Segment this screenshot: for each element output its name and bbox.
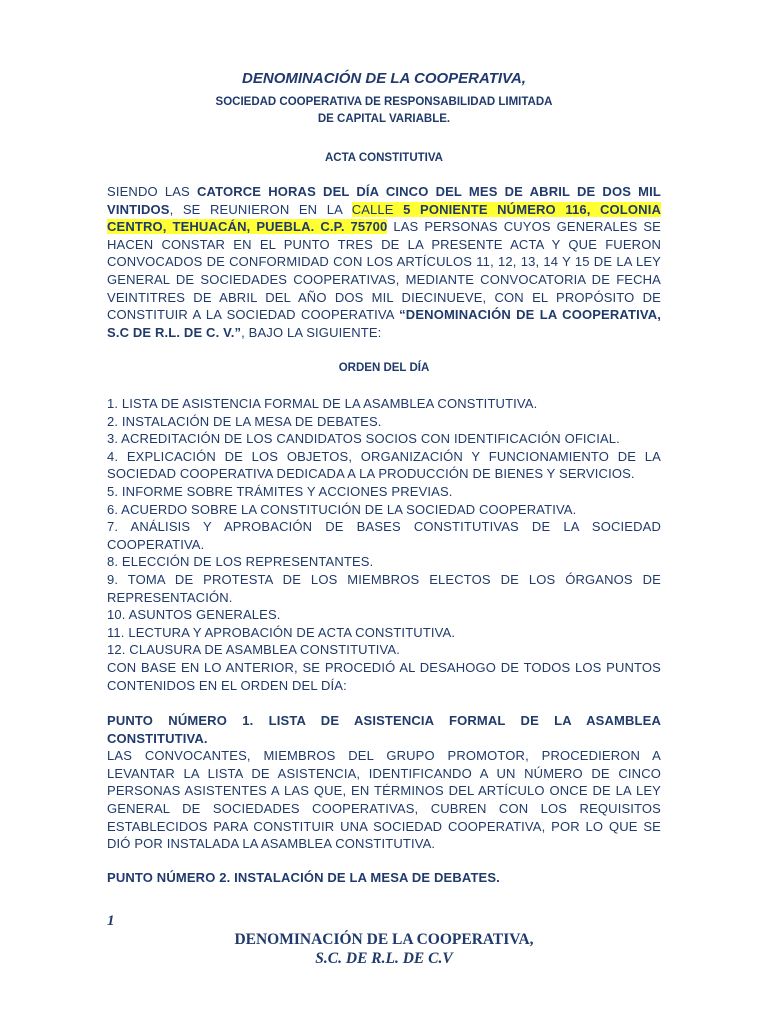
agenda-item: 1. LISTA DE ASISTENCIA FORMAL DE LA ASAMBLEA CONSTITUTIVA.	[107, 396, 538, 411]
agenda-heading: ORDEN DEL DÍA	[338, 362, 430, 374]
agenda-item: 4. EXPLICACIÓN DE LOS OBJETOS, ORGANIZACIÓN Y FUNCIONAMIENTO DE LA SOCIEDAD COOPERATIVA DEDICADA A LA PRODUCCIÓN DE BIENES Y SERVICIOS.	[107, 448, 661, 482]
agenda-closing: CON BASE EN LO ANTERIOR, SE PROCEDIÓ AL DESAHOGO DE TODOS LOS PUNTOS CONTENIDOS EN EL ORDEN DEL DÍA:	[107, 659, 661, 693]
section-heading: ACTA CONSTITUTIVA	[325, 152, 443, 164]
document-title: DENOMINACIÓN DE LA COOPERATIVA,	[242, 70, 526, 87]
intro-text-1: SIENDO LAS	[107, 184, 197, 199]
punto-2-section	[107, 869, 661, 887]
punto-1-text: LAS CONVOCANTES, MIEMBROS DEL GRUPO PROMOTOR, PROCEDIERON A LEVANTAR LA LISTA DE ASISTENCIA, IDENTIFICANDO A UN NÚMERO DE CINCO PERSONAS ASISTENTES A LAS QUE, EN TÉRMINOS DEL ARTÍCULO ONCE DE LA LEY GENERAL DE SOCIEDADES COOPERATIVAS, CUBREN CON LOS REQUISITOS ESTABLECIDOS PARA CONSTITUIR UNA SOCIEDAD COOPERATIVA, POR LO QUE SE DIÓ POR INSTALADA LA ASAMBLEA CONSTITUTIVA.	[107, 748, 661, 852]
intro-date-bold: CATORCE HORAS DEL DÍA CINCO DEL MES DE ABRIL DE DOS MIL VINTIDOS	[107, 184, 661, 217]
punto-1-section	[107, 712, 661, 853]
intro-text-4: , BAJO LA SIGUIENTE:	[241, 324, 382, 340]
agenda-item: 9. TOMA DE PROTESTA DE LOS MIEMBROS ELECTOS DE LOS ÓRGANOS DE REPRESENTACIÓN.	[107, 571, 661, 605]
footer-line2: S.C. DE R.L. DE C.V	[315, 950, 453, 967]
document-subtitle-line2: DE CAPITAL VARIABLE.	[317, 113, 451, 125]
agenda-item: 5. INFORME SOBRE TRÁMITES Y ACCIONES PREVIAS.	[107, 483, 453, 499]
address-bold: 5 PONIENTE NÚMERO 116, COLONIA CENTRO, TEHUACÁN, PUEBLA. C.P. 75700	[107, 201, 661, 235]
agenda-item: 8. ELECCIÓN DE LOS REPRESENTANTES.	[107, 554, 374, 570]
agenda-item: 7. ANÁLISIS Y APROBACIÓN DE BASES CONSTITUTIVAS DE LA SOCIEDAD COOPERATIVA.	[107, 519, 661, 552]
cooperative-name-bold: “DENOMINACIÓN DE LA COOPERATIVA, S.C DE R.L. DE C. V.”	[107, 307, 661, 340]
address-street-label: CALLE	[351, 201, 404, 217]
page-number: 1	[107, 913, 115, 929]
agenda-item: 2. INSTALACIÓN DE LA MESA DE DEBATES.	[107, 413, 382, 429]
intro-paragraph	[107, 183, 661, 341]
agenda-item: 10. ASUNTOS GENERALES.	[107, 607, 281, 623]
agenda-item: 6. ACUERDO SOBRE LA CONSTITUCIÓN DE LA SOCIEDAD COOPERATIVA.	[107, 501, 577, 517]
agenda-item: 3. ACREDITACIÓN DE LOS CANDIDATOS SOCIOS CON IDENTIFICACIÓN OFICIAL.	[107, 431, 620, 447]
agenda-list	[107, 395, 661, 694]
footer-line1: DENOMINACIÓN DE LA COOPERATIVA,	[234, 931, 534, 948]
intro-text-2: , SE REUNIERON EN LA	[169, 201, 352, 217]
punto-2-heading: PUNTO NÚMERO 2. INSTALACIÓN DE LA MESA DE DEBATES.	[107, 870, 500, 885]
agenda-item: 11. LECTURA Y APROBACIÓN DE ACTA CONSTITUTIVA.	[107, 624, 456, 640]
punto-1-heading: PUNTO NÚMERO 1. LISTA DE ASISTENCIA FORMAL DE LA ASAMBLEA CONSTITUTIVA.	[107, 713, 661, 746]
intro-text-3: LAS PERSONAS CUYOS GENERALES SE HACEN CONSTAR EN EL PUNTO TRES DE LA PRESENTE ACTA Y QUE FUERON CONVOCADOS DE CONFORMIDAD CON LOS ARTÍCULOS 11, 12, 13, 14 Y 15 DE LA LEY GENERAL DE SOCIEDADES COOPERATIVAS, MEDIANTE CONVOCATORIA DE FECHA VEINTITRES DE ABRIL DEL AÑO DOS MIL DIECINUEVE, CON EL PROPÓSITO DE CONSTITUIR A LA SOCIEDAD COOPERATIVA	[107, 219, 662, 323]
document-subtitle-line1: SOCIEDAD COOPERATIVA DE RESPONSABILIDAD LIMITADA	[215, 96, 553, 108]
agenda-item: 12. CLAUSURA DE ASAMBLEA CONSTITUTIVA.	[107, 642, 400, 658]
